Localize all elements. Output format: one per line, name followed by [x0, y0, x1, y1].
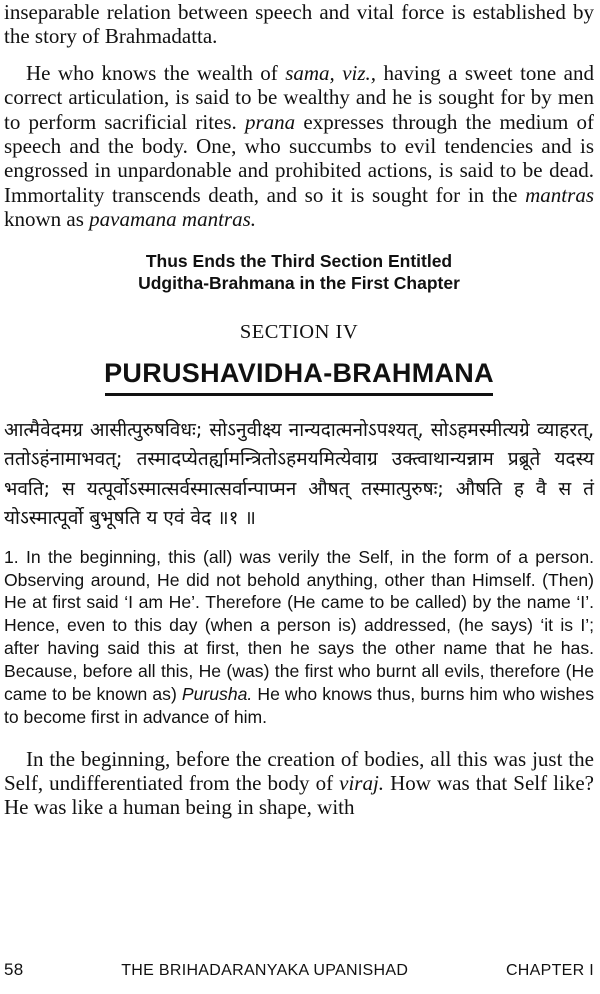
sanskrit-verse: आत्मैवेदमग्र आसीत्पुरुषविधः; सोऽनुवीक्ष्य नान्यदात्मनोऽपश्यत्, सोऽहमस्मीत्यग्रे व्याहरत्, ततोऽहंनामाभवत्; तस्मादप्येतर्ह्यामन्त्रितोऽहमयमित्येवाग्र उक्त्वाथान्यन्नाम प्रब्रूते यदस्य भवति; स यत्पूर्वोऽस्मात्सर्वस्मात्सर्वान्पाप्मन औषत् तस्मात्पुरुषः; औषति ह वै स तं योऽस्मात्पूर्वो बुभूषति य एवं वेद ॥१ ॥: [4, 418, 594, 530]
italic-term: mantras: [525, 182, 594, 207]
paragraph-text: expresses through the medium of speech and the body. One, who succumbs to evil tendencies and is engrossed in unpardonable and prohibited actions, is said to be dead. Immortality transcends death, and so it is sought for in the: [4, 109, 595, 207]
section-title: PURUSHAVIDHA-BRAHMANA: [104, 357, 494, 388]
commentary-text: How was that Self like? He was like a human being in shape, with: [4, 770, 594, 820]
italic-term: Purusha.: [181, 684, 253, 705]
wealth-paragraph: [4, 61, 594, 232]
page-number: 58: [4, 960, 24, 979]
page-footer: [4, 960, 594, 980]
running-title: THE BRIHADARANYAKA UPANISHAD: [121, 962, 409, 979]
title-underline: [105, 393, 493, 396]
paragraph-text: He who knows the wealth of: [26, 60, 286, 85]
top-paragraph-text: inseparable relation between speech and vital force is established by the story of Brahmadatta.: [4, 0, 594, 49]
italic-term: prana: [245, 109, 296, 134]
italic-term: viraj.: [339, 770, 385, 795]
top-paragraph: [4, 0, 594, 49]
section-end-line-1: Thus Ends the Third Section Entitled: [145, 250, 453, 271]
commentary-paragraph: [4, 747, 594, 820]
chapter-label: CHAPTER I: [505, 962, 594, 979]
italic-term: pavamana mantras.: [89, 207, 257, 232]
section-number: SECTION IV: [239, 320, 359, 343]
section-end-line-2: Udgitha-Brahmana in the First Chapter: [138, 272, 460, 293]
translation-text: 1. In the beginning, this (all) was verily the Self, in the form of a person. Observing around, He did not behold anything, other than Himself. (Then) He at first said ‘I am He’. Therefore (He came to be called) by the name ‘I’. Hence, even to this day (when a person is) addressed, (he says) ‘it is I’; after having said this at first, then he says the other name that he has. Because, before all this, He (was) the first who burnt all evils, therefore (He came to be known as): [4, 546, 594, 705]
commentary-text: In the beginning, before the creation of bodies, all this was just the Self, undifferentiated from the body of: [4, 746, 594, 795]
section-end-note: [4, 250, 594, 294]
paragraph-text: known as: [4, 207, 90, 232]
verse-translation: [4, 546, 594, 729]
italic-term: sama, viz.,: [285, 60, 377, 85]
paragraph-text: having a sweet tone and correct articulation, is said to be wealthy and he is sought for by men to perform sacrificial rites.: [4, 60, 594, 134]
translation-text: He who knows thus, burns him who wishes to become first in advance of him.: [4, 684, 594, 727]
